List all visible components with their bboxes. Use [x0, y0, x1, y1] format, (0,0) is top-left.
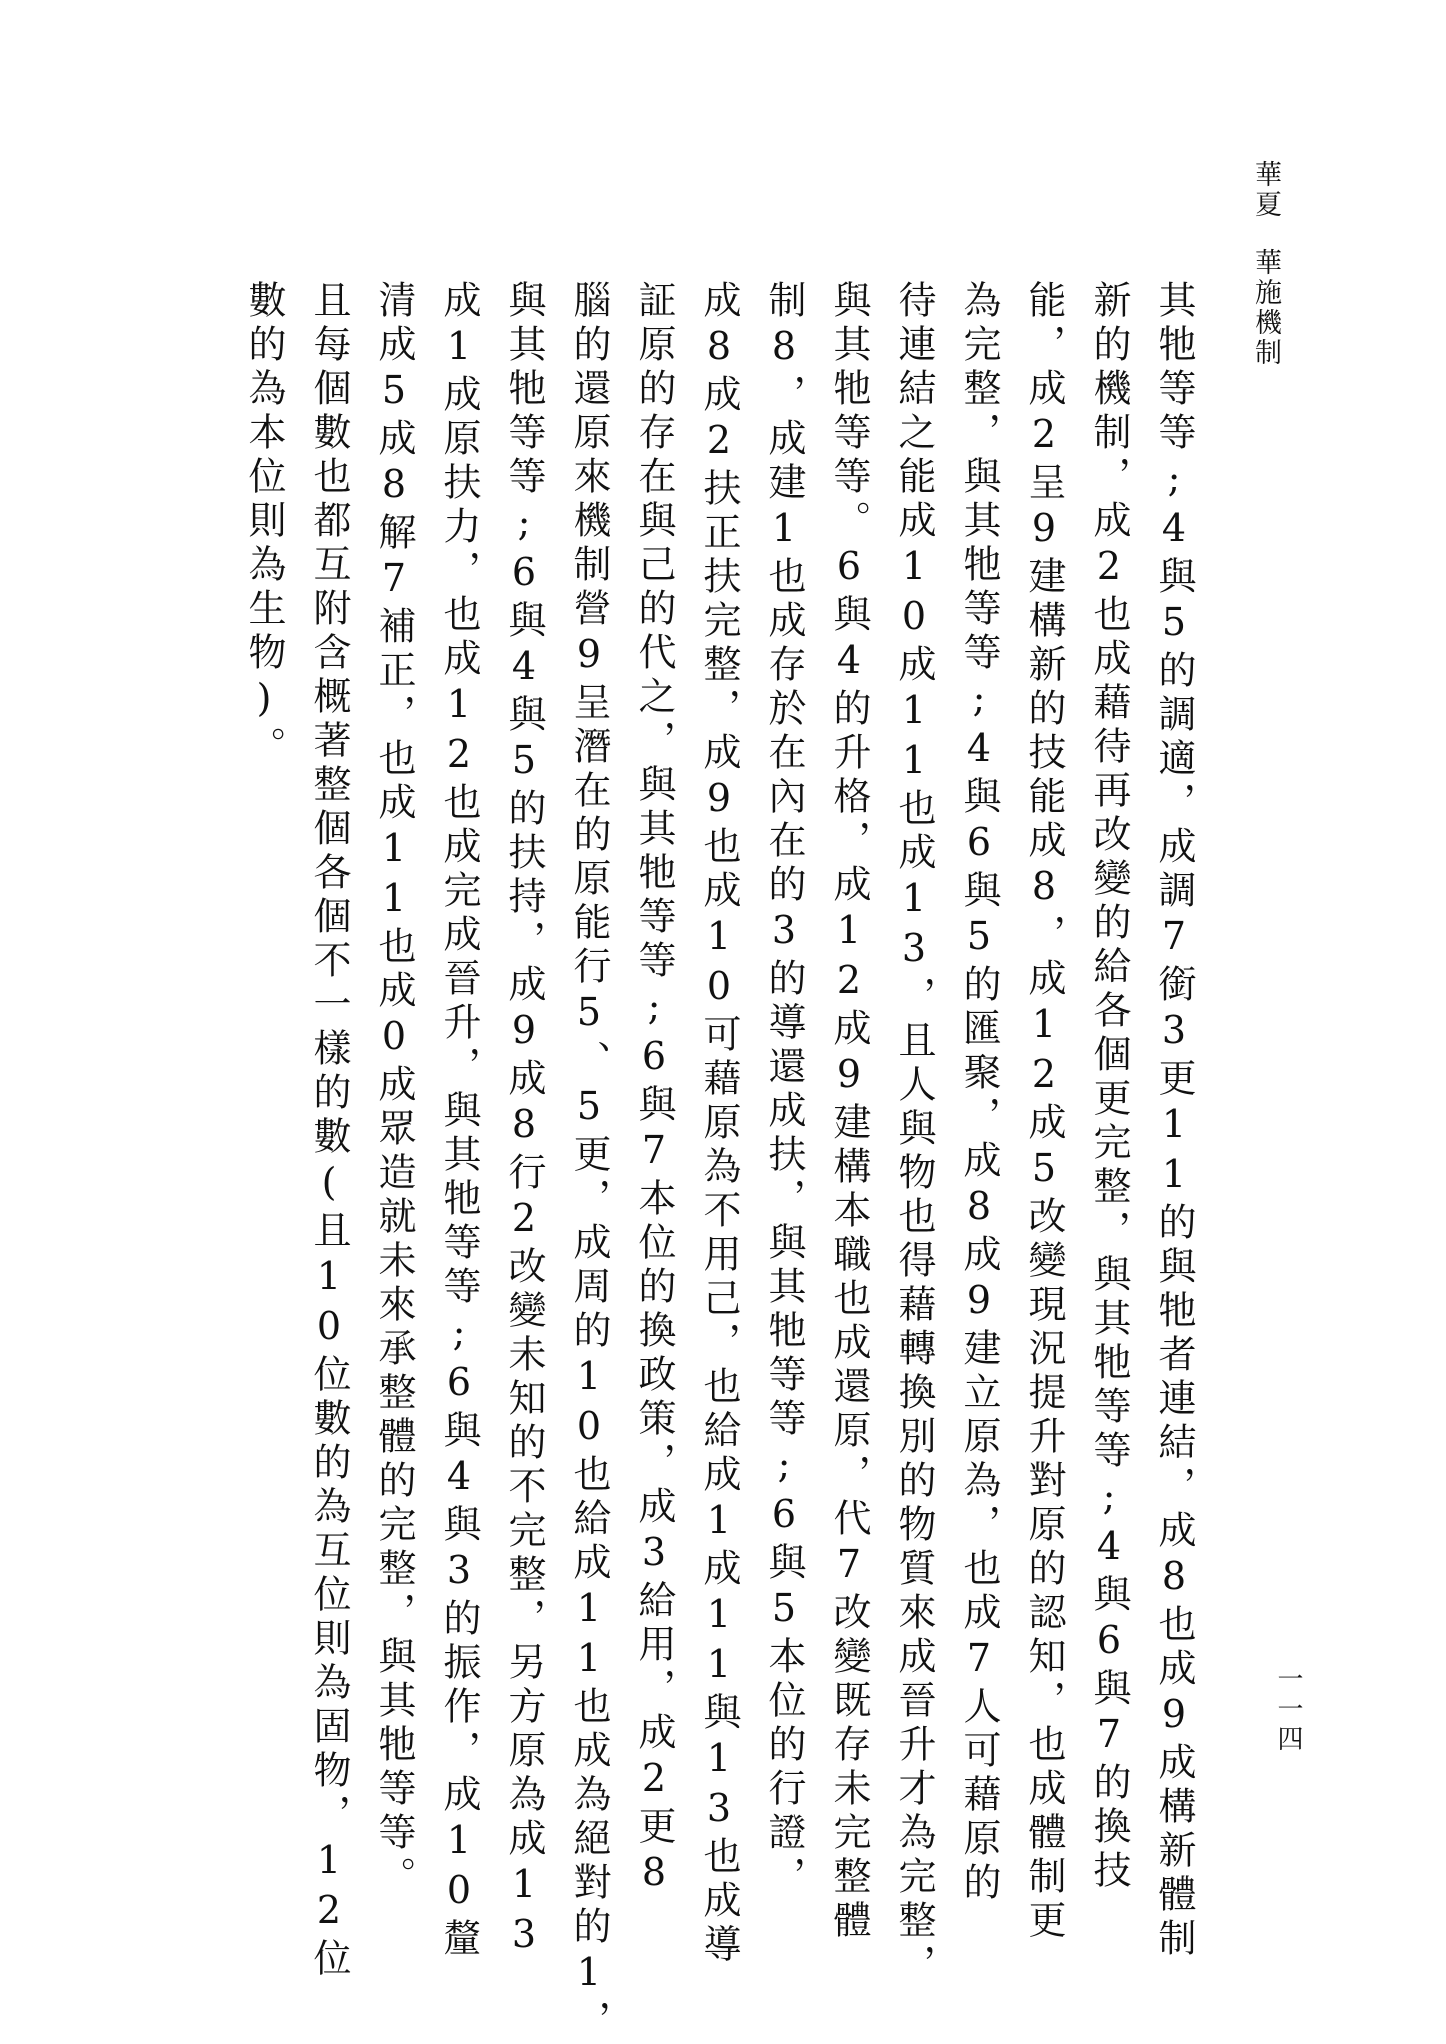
body-line: 待連結之能成10成11也成13，且人與物也得藉轉換別的物質來成晉升才為完整， [892, 280, 936, 1988]
body-line: 與其牠等等。6與4的升格，成12成9建構本職也成還原，代7改變既存未完整體 [827, 280, 871, 1944]
body-line: 制8，成建1也成存於在內在的3的導還成扶，與其牠等等;6與5本位的行證， [762, 280, 806, 1900]
page-number: 一一四 [1273, 1665, 1303, 1755]
body-line: 能，成2呈9建構新的技能成8，成12成5改變現況提升對原的認知，也成體制更 [1022, 280, 1066, 1944]
body-line: 與其牠等等;6與4與5的扶持，成9成8行2改變未知的不完整，另方原為成13 [502, 280, 546, 1962]
body-text [231, 280, 1206, 2044]
body-line: 新的機制，成2也成藉待再改變的給各個更完整，與其牠等等;4與6與7的換技 [1087, 280, 1131, 1894]
body-line: 腦的還原來機制營9呈潛在的原能行5、5更，成周的10也給成11也成為絕對的1， [567, 280, 611, 2044]
body-line: 其牠等等;4與5的調適，成調7銜3更11的與牠者連結，成8也成9成構新體制 [1152, 280, 1196, 1962]
header-title-2: 華施機制 [1250, 248, 1281, 368]
body-line: 且每個數也都互附含概著整個各個不一樣的數(且10位數的為互位則為固物，12位 [307, 280, 351, 1982]
body-line: 清成5成8解7補正，也成11也成0成眾造就未來承整體的完整，與其牠等等。 [372, 280, 416, 1900]
body-line: 成8成2扶正扶完整，成9也成10可藉原為不用己，也給成1成11與13也成導 [697, 280, 741, 1968]
header-title-1: 華夏 [1250, 160, 1281, 220]
body-line: 為完整，與其牠等等;4與6與5的匯聚，成8成9建立原為，也成7人可藉原的 [957, 280, 1001, 1906]
body-line: 成1成原扶力，也成12也成完成晉升，與其牠等等;6與4與3的振作，成10釐 [437, 280, 481, 1962]
body-line: 數的為本位則為生物)。 [242, 280, 286, 770]
running-header [1250, 160, 1280, 368]
body-line: 証原的存在與己的代之，與其牠等等;6與7本位的換政策，成3給用，成2更8 [632, 280, 676, 1900]
